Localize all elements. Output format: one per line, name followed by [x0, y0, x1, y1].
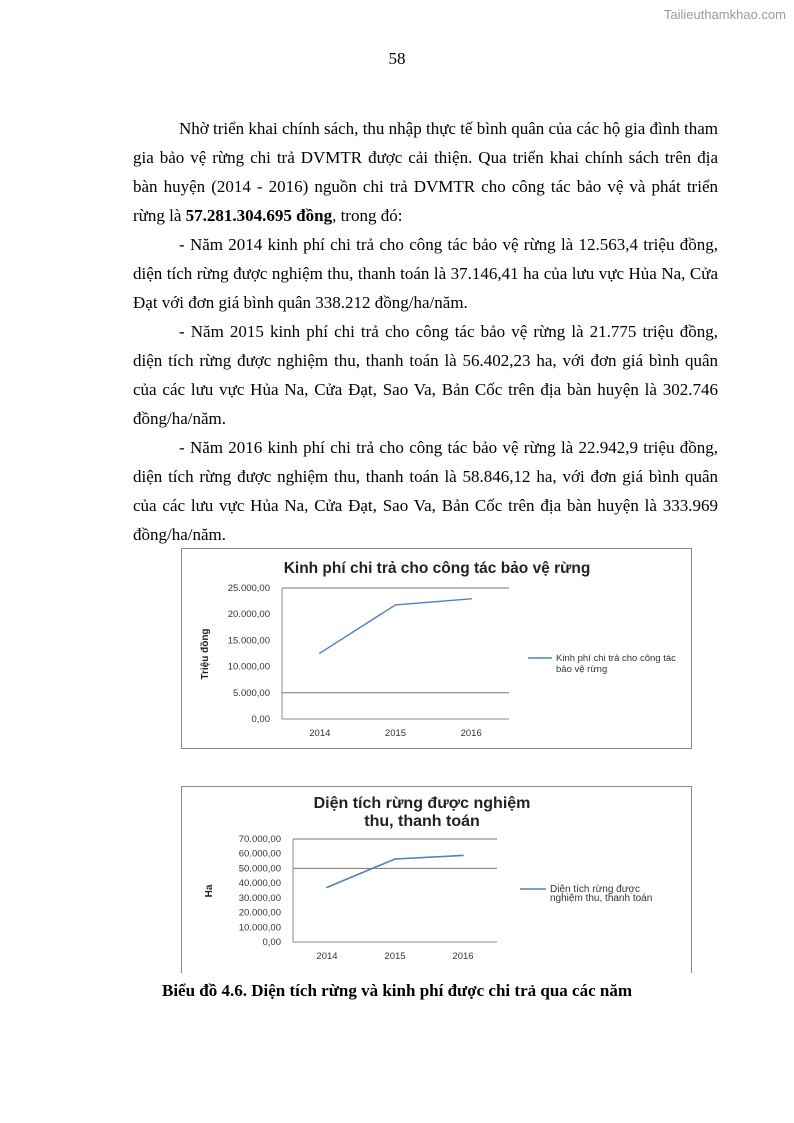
p1-text-after: , trong đó: — [332, 206, 403, 225]
chart-forest-area — [181, 786, 692, 973]
funding-y-tick-label: 25.000,00 — [227, 583, 270, 594]
area-y-axis-label: Ha — [204, 884, 215, 898]
funding-y-axis-label: Triệu đồng — [200, 628, 211, 680]
area-x-tick-label: 2015 — [384, 951, 406, 962]
funding-y-tick-label: 5.000,00 — [233, 687, 270, 699]
paragraph-2015: - Năm 2015 kinh phí chi trả cho công tác bảo vệ rừng là 21.775 triệu đồng, diện tích rừng được nghiệm thu, thanh toán là 56.402,23 ha, với đơn giá bình quân của các lưu vực Hủa Na, Cửa Đạt, Sao Va, Bản Cốc trên địa bàn huyện là 302.746 đồng/ha/năm. — [133, 322, 718, 428]
paragraph-2016: - Năm 2016 kinh phí chi trả cho công tác bảo vệ rừng là 22.942,9 triệu đồng, diện tích rừng được nghiệm thu, thanh toán là 58.846,12 ha, với đơn giá bình quân của các lưu vực Hủa Na, Cửa Đạt, Sao Va, Bản Cốc trên địa bàn huyện là 333.969 đồng/ha/năm. — [133, 438, 718, 544]
funding-legend-label: Kinh phí chi trả cho công tác — [556, 653, 676, 664]
area-series-line — [327, 855, 463, 887]
area-data-point — [462, 855, 464, 857]
funding-legend-label: bảo vệ rừng — [556, 664, 608, 675]
area-x-tick-label: 2014 — [316, 951, 338, 962]
paragraph-2014: - Năm 2014 kinh phí chi trả cho công tác bảo vệ rừng là 12.563,4 triệu đồng, diện tích rừng được nghiệm thu, thanh toán là 37.146,41 ha của lưu vực Hủa Na, Cửa Đạt với đơn giá bình quân 338.212 đồng/ha/năm. — [133, 235, 718, 312]
p1-total-amount: 57.281.304.695 đồng — [185, 206, 333, 225]
area-data-point — [394, 858, 396, 860]
funding-y-tick-label: 0,00 — [251, 714, 270, 725]
watermark: Tailieuthamkhao.com — [663, 7, 786, 22]
funding-y-tick-label: 15.000,00 — [227, 635, 270, 647]
funding-data-point — [470, 598, 472, 600]
funding-data-point — [319, 652, 321, 654]
area-y-tick-label: 50.000,00 — [238, 863, 281, 875]
paragraph-1 — [133, 114, 718, 230]
area-legend-label: Diện tích rừng được — [550, 884, 640, 895]
area-legend-label: nghiệm thu, thanh toán — [550, 893, 653, 904]
p1-text-before: Nhờ triển khai chính sách, thu nhập thực tế bình quân của các hộ gia đình tham gia bảo vệ rừng chi trả DVMTR được cải thiện. Qua triển khai chính sách trên địa bàn huyện (2014 - 2016) nguồn chi trả DVMTR cho công tác bảo vệ và phát triển rừng là — [133, 119, 718, 225]
area-x-tick-label: 2016 — [452, 951, 474, 962]
area-title-line: thu, thanh toán — [364, 813, 480, 830]
chart-funding — [181, 548, 692, 749]
area-y-tick-label: 60.000,00 — [238, 848, 281, 860]
area-y-tick-label: 10.000,00 — [238, 922, 281, 934]
area-y-tick-label: 0,00 — [262, 937, 281, 948]
area-title-line: Diện tích rừng được nghiệm — [313, 795, 531, 812]
funding-data-point — [395, 604, 397, 606]
area-y-tick-label: 20.000,00 — [238, 907, 281, 919]
funding-title-line: Kinh phí chi trả cho công tác bảo vệ rừng — [283, 560, 591, 577]
funding-x-tick-label: 2014 — [309, 728, 331, 739]
area-data-point — [326, 887, 328, 889]
page-number: 58 — [388, 49, 406, 68]
funding-x-tick-label: 2016 — [460, 728, 482, 739]
figure-caption: Biểu đồ 4.6. Diện tích rừng và kinh phí được chi trả qua các năm — [162, 981, 632, 1000]
funding-series-line — [320, 599, 471, 653]
funding-y-tick-label: 20.000,00 — [227, 609, 270, 621]
area-y-tick-label: 30.000,00 — [238, 892, 281, 904]
funding-x-tick-label: 2015 — [384, 728, 407, 739]
area-y-tick-label: 40.000,00 — [238, 878, 281, 890]
chart-forest-area-svg — [182, 787, 691, 973]
body-text — [133, 114, 718, 549]
area-y-tick-label: 70.000,00 — [238, 834, 281, 845]
funding-y-tick-label: 10.000,00 — [227, 661, 270, 673]
chart-funding-svg — [182, 549, 691, 748]
